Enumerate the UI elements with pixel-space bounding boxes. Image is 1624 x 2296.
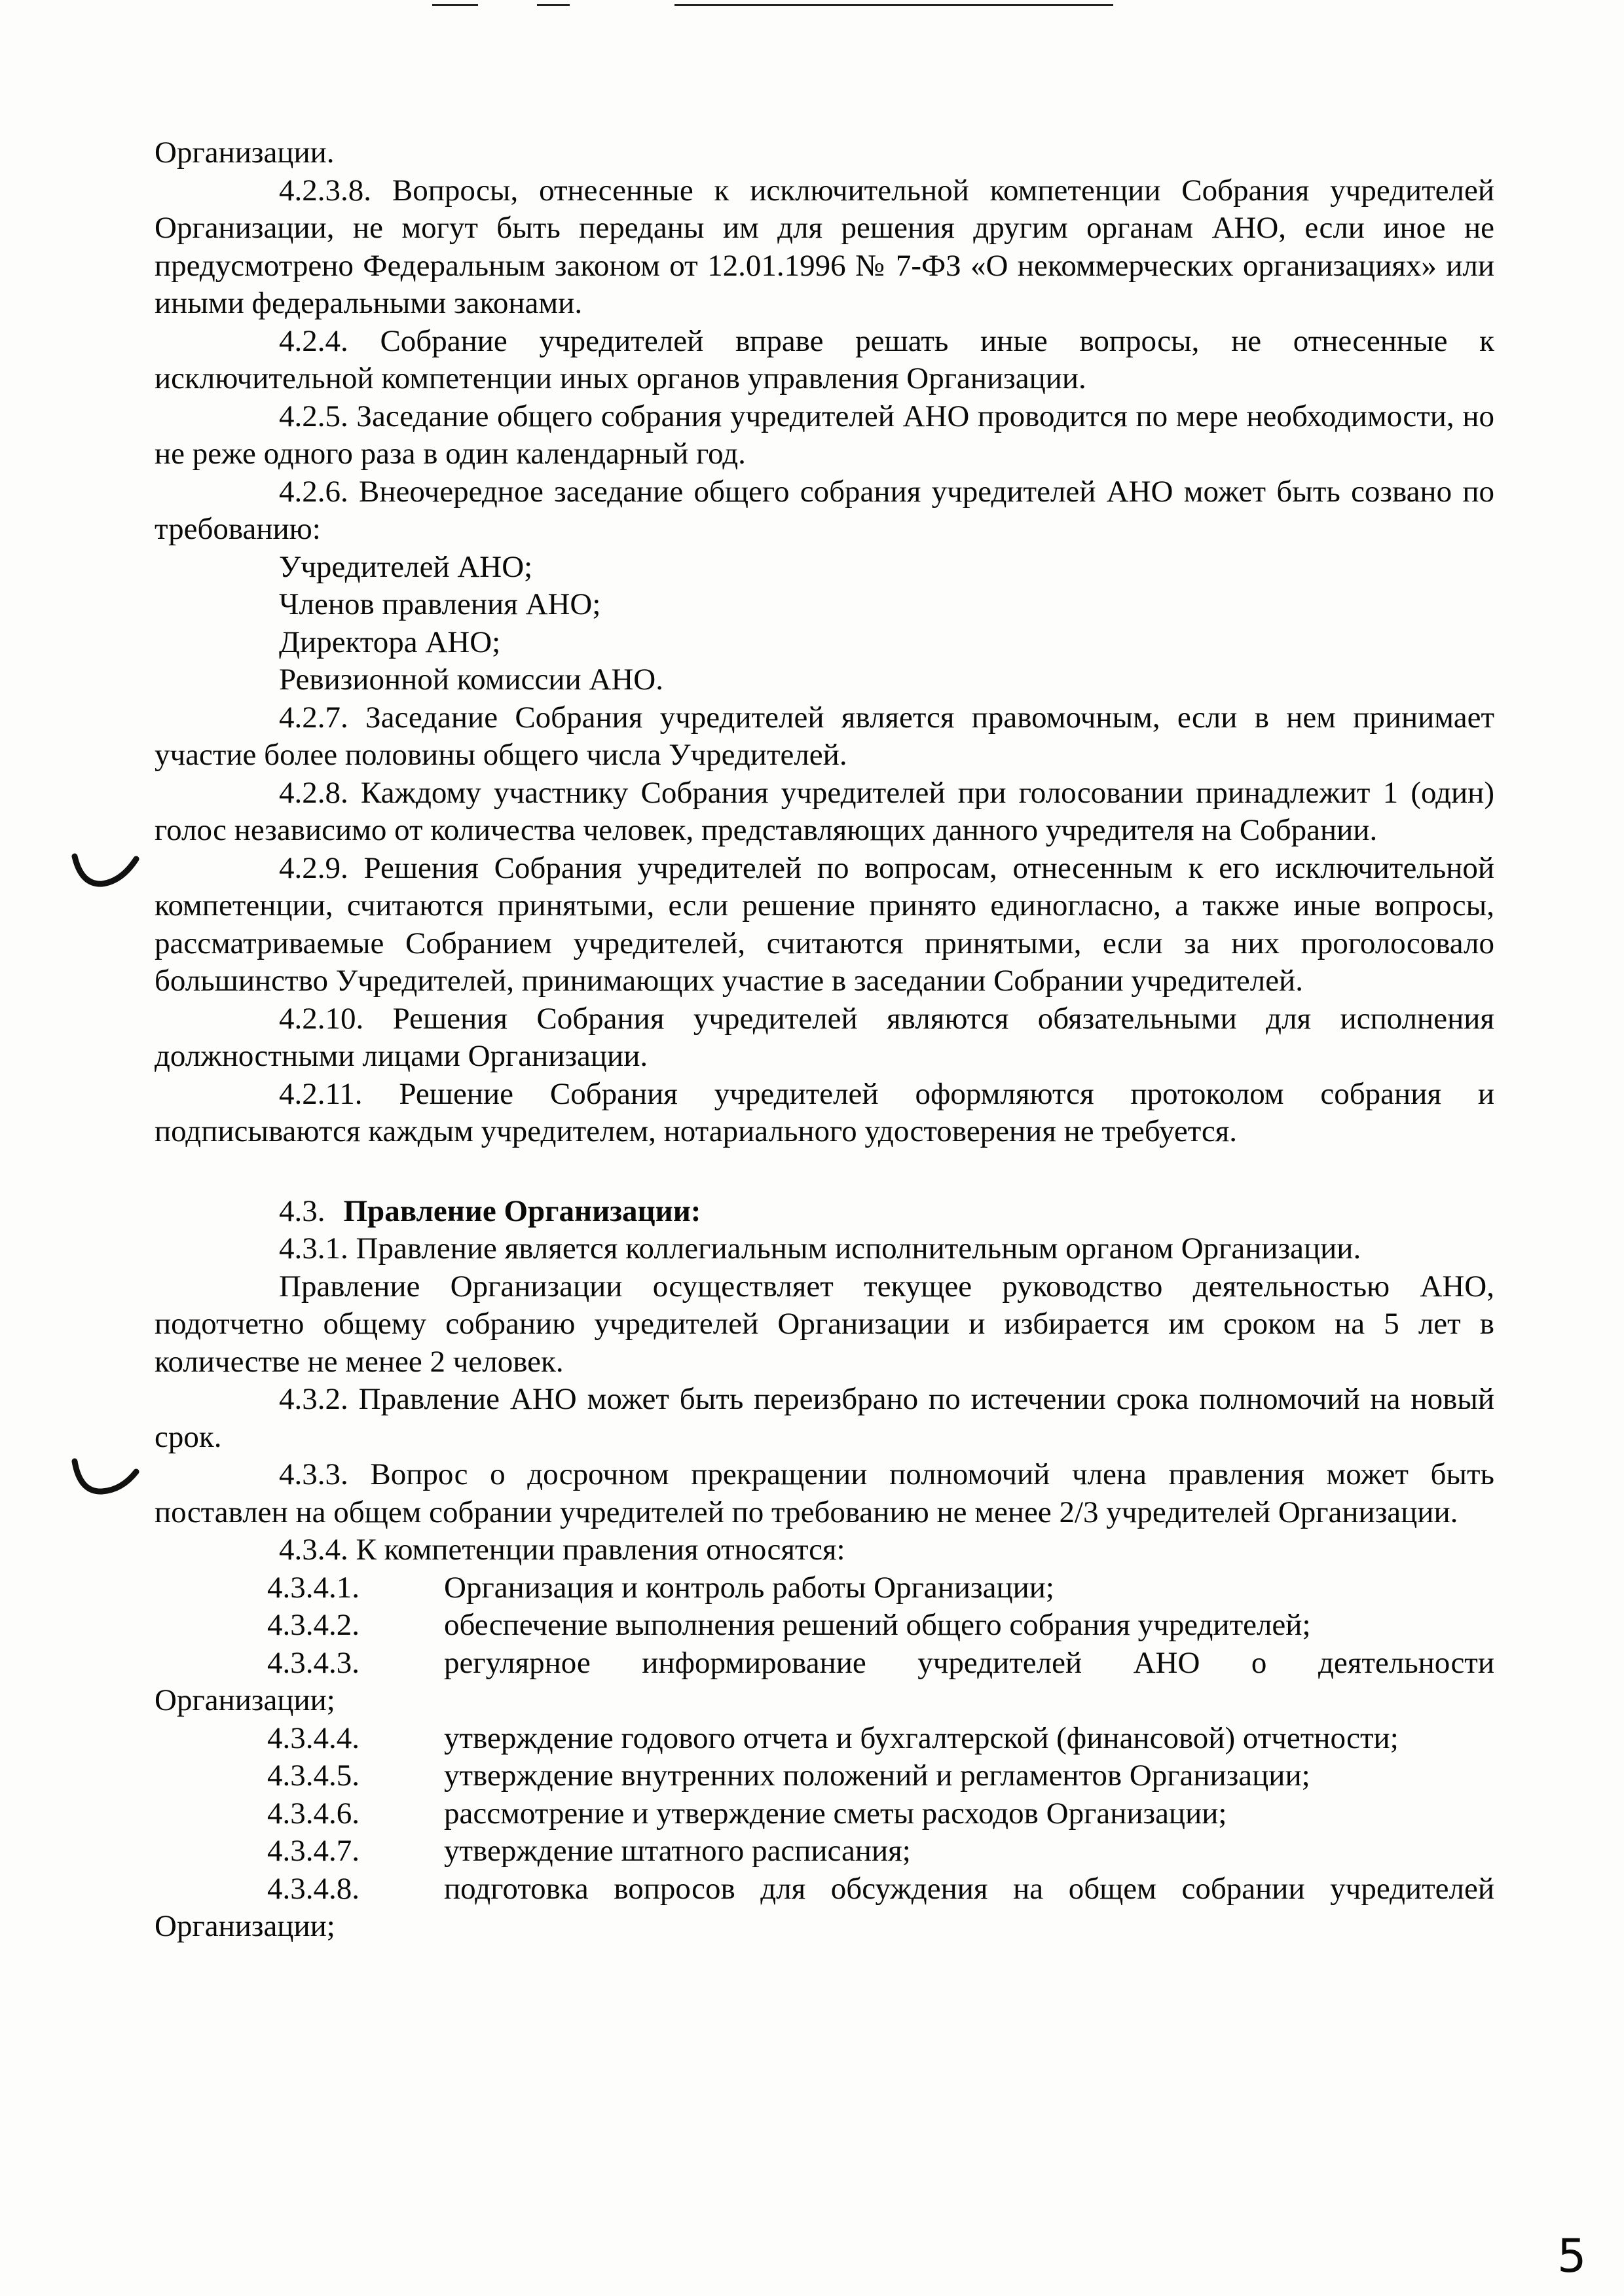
competence-item <box>155 1569 1494 1607</box>
competence-item-continuation: Организации; <box>155 1683 335 1717</box>
competence-item-number: 4.3.4.2. <box>267 1608 360 1642</box>
paragraph-4-2-5: 4.2.5. Заседание общего собрания учредителей АНО проводится по мере необходимости, но не реже одного раза в один календарный год. <box>155 399 1494 471</box>
competence-item <box>155 1757 1494 1795</box>
paragraph-continuation: Организации. <box>155 136 335 170</box>
competence-item-number: 4.3.4.8. <box>267 1871 360 1906</box>
section-number: 4.3. <box>279 1194 325 1228</box>
document-body <box>155 134 1494 1946</box>
competence-item-number: 4.3.4.1. <box>267 1570 360 1605</box>
competence-item-text: рассмотрение и утверждение сметы расходов Организации; <box>444 1796 1227 1831</box>
page-number-handwritten: 5 <box>1557 2229 1587 2283</box>
paragraph-4-2-8: 4.2.8. Каждому участнику Собрания учредителей при голосовании принадлежит 1 (один) голос независимо от количества человек, представляющих данного учредителя на Собрании. <box>155 775 1494 847</box>
paragraph-4-2-4: 4.2.4. Собрание учредителей вправе решать иные вопросы, не отнесенные к исключительной компетенции иных органов управления Организации. <box>155 323 1494 395</box>
handwritten-check-mark-1 <box>65 845 144 897</box>
list-item-director: Директора АНО; <box>279 625 501 659</box>
competence-item-number: 4.3.4.5. <box>267 1758 360 1793</box>
paragraph-4-2-7: 4.2.7. Заседание Собрания учредителей является правомочным, если в нем принимает участие более половины общего числа Учредителей. <box>155 700 1494 772</box>
competence-list <box>155 1569 1494 1946</box>
competence-item <box>155 1720 1494 1758</box>
competence-item-number: 4.3.4.3. <box>267 1645 360 1680</box>
competence-item <box>155 1645 1494 1720</box>
competence-item <box>155 1870 1494 1946</box>
list-item-board-members: Членов правления АНО; <box>279 587 601 621</box>
paragraph-4-2-9: 4.2.9. Решения Собрания учредителей по вопросам, отнесенным к его исключительной компетенции, считаются принятыми, если решение принято единогласно, а также иные вопросы, рассматриваемые Собранием учредителей, считаются принятыми, если за них проголосовало большинство Учредителей, принимающих участие в заседании Собрании учредителей. <box>155 850 1494 998</box>
competence-item-number: 4.3.4.7. <box>267 1834 360 1868</box>
paragraph-4-3-3: 4.3.3. Вопрос о досрочном прекращении полномочий члена правления может быть поставлен на общем собрании учредителей по требованию не менее 2/3 учредителей Организации. <box>155 1457 1494 1529</box>
section-title: Правление Организации: <box>343 1194 701 1228</box>
competence-item-continuation: Организации; <box>155 1909 335 1943</box>
paragraph-4-3-2: 4.3.2. Правление АНО может быть переизбрано по истечении срока полномочий на новый срок. <box>155 1382 1494 1454</box>
list-item-founders: Учредителей АНО; <box>279 549 533 584</box>
competence-item <box>155 1832 1494 1870</box>
paragraph-4-2-6: 4.2.6. Внеочередное заседание общего собрания учредителей АНО может быть созвано по требованию: <box>155 474 1494 546</box>
handwritten-check-mark-2 <box>65 1452 144 1504</box>
paragraph-board-description: Правление Организации осуществляет текущее руководство деятельностью АНО, подотчетно общему собранию учредителей Организации и избирается им сроком на 5 лет в количестве не менее 2 человек. <box>155 1269 1494 1379</box>
paragraph-4-2-3-8: 4.2.3.8. Вопросы, отнесенные к исключительной компетенции Собрания учредителей Организации, не могут быть переданы им для решения другим органам АНО, если иное не предусмотрено Федеральным законом от 12.01.1996 № 7-ФЗ «О некоммерческих организациях» или иными федеральными законами. <box>155 173 1494 320</box>
competence-item-number: 4.3.4.4. <box>267 1721 360 1755</box>
competence-item-number: 4.3.4.6. <box>267 1796 360 1831</box>
competence-item-text: утверждение годового отчета и бухгалтерской (финансовой) отчетности; <box>444 1721 1399 1755</box>
paragraph-4-3-4: 4.3.4. К компетенции правления относятся: <box>279 1533 845 1567</box>
competence-item-text: регулярное информирование учредителей АНО о деятельности <box>444 1645 1494 1680</box>
competence-item-text: обеспечение выполнения решений общего собрания учредителей; <box>444 1608 1311 1642</box>
competence-item-text: Организация и контроль работы Организации; <box>444 1570 1054 1605</box>
list-item-audit-commission: Ревизионной комиссии АНО. <box>279 663 663 697</box>
competence-item-text: утверждение внутренних положений и регламентов Организации; <box>444 1758 1310 1793</box>
paragraph-4-2-11: 4.2.11. Решение Собрания учредителей оформляются протоколом собрания и подписываются каждым учредителем, нотариального удостоверения не требуется. <box>155 1076 1494 1148</box>
scan-artifact-lines <box>0 0 1624 13</box>
competence-item <box>155 1607 1494 1645</box>
competence-item-text: подготовка вопросов для обсуждения на общем собрании учредителей <box>444 1871 1494 1906</box>
paragraph-4-3-1: 4.3.1. Правление является коллегиальным исполнительным органом Организации. <box>279 1231 1361 1266</box>
section-heading <box>155 1193 1494 1231</box>
competence-item <box>155 1795 1494 1833</box>
competence-item-text: утверждение штатного расписания; <box>444 1834 911 1868</box>
paragraph-4-2-10: 4.2.10. Решения Собрания учредителей являются обязательными для исполнения должностными лицами Организации. <box>155 1001 1494 1073</box>
